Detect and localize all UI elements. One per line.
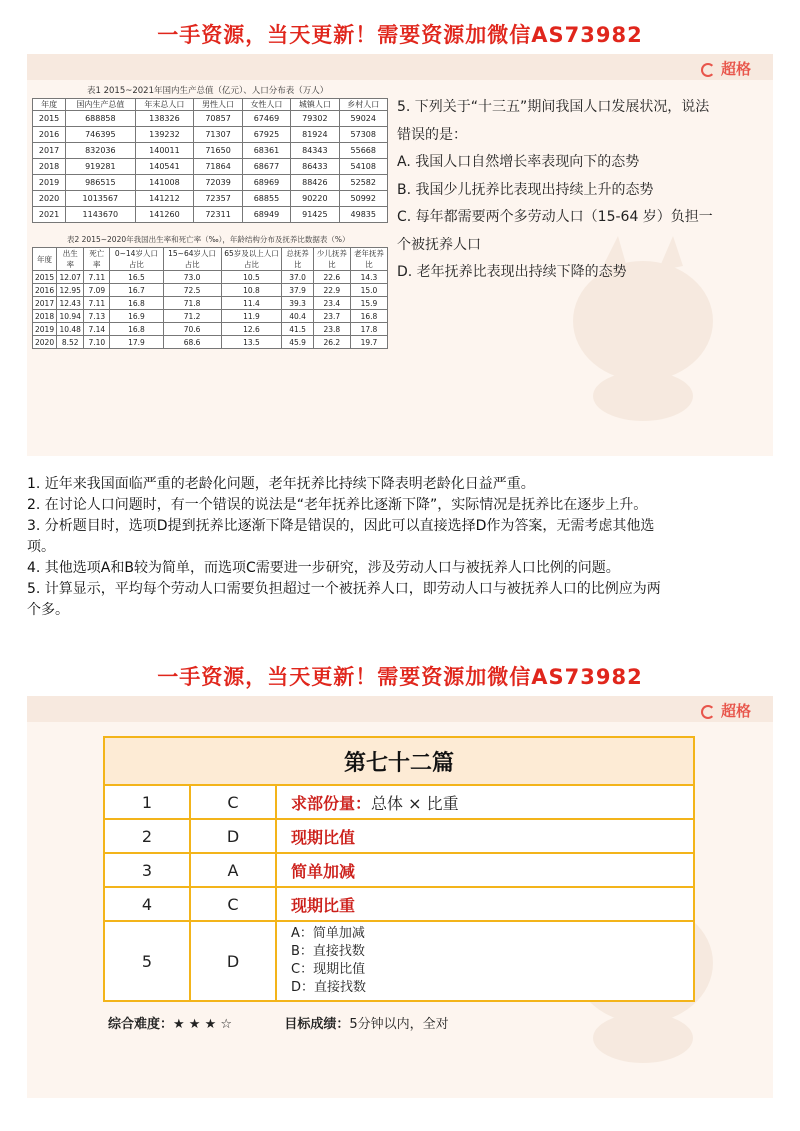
table-cell: 2015 bbox=[33, 111, 66, 127]
method-cell bbox=[276, 887, 694, 921]
table-cell: 10.8 bbox=[221, 284, 282, 297]
table-header-cell: 少儿抚养比 bbox=[313, 248, 350, 271]
logo-icon bbox=[701, 63, 715, 77]
table-cell: 2019 bbox=[33, 175, 66, 191]
table-header-cell: 年度 bbox=[33, 248, 57, 271]
option-method: D：直接找数 bbox=[291, 980, 367, 995]
table-row bbox=[33, 159, 388, 175]
brand-logo bbox=[701, 58, 751, 79]
answer-key-table bbox=[103, 736, 695, 1002]
table-cell: 40.4 bbox=[282, 310, 314, 323]
table-cell: 71.8 bbox=[163, 297, 221, 310]
method-extra: 总体 × 比重 bbox=[371, 793, 459, 813]
explanation-list bbox=[27, 474, 767, 621]
promo-banner: 一手资源，当天更新！需要资源加微信AS73982 bbox=[27, 14, 773, 54]
table-row bbox=[104, 785, 694, 819]
table-header-cell: 年度 bbox=[33, 99, 66, 111]
explanation-line: 4. 其他选项A和B较为简单，而选项C需要进一步研究，涉及劳动人口与被抚养人口比例的问题。 bbox=[27, 560, 620, 576]
table-cell: 88426 bbox=[291, 175, 339, 191]
table-cell: 49835 bbox=[339, 207, 387, 223]
table-cell: 50992 bbox=[339, 191, 387, 207]
table-cell: 16.8 bbox=[110, 297, 163, 310]
table-cell: 68949 bbox=[242, 207, 290, 223]
table2-title: 表2 2015~2020年我国出生率和死亡率（‰），年龄结构分布及抚养比数据表（%） bbox=[67, 235, 350, 244]
table-header-cell: 乡村人口 bbox=[339, 99, 387, 111]
question-number: 2 bbox=[104, 819, 190, 853]
table-cell: 91425 bbox=[291, 207, 339, 223]
table-cell: 68.6 bbox=[163, 336, 221, 349]
table-cell: 16.8 bbox=[110, 323, 163, 336]
table-cell: 2020 bbox=[33, 336, 57, 349]
table-row bbox=[33, 175, 388, 191]
option-method: C：现期比值 bbox=[291, 962, 366, 977]
table-cell: 16.7 bbox=[110, 284, 163, 297]
target-value: 5分钟以内，全对 bbox=[349, 1017, 449, 1032]
table-cell: 72039 bbox=[194, 175, 242, 191]
table-header-cell: 年末总人口 bbox=[135, 99, 194, 111]
option-a: A. 我国人口自然增长率表现向下的态势 bbox=[397, 154, 640, 170]
table-cell: 11.9 bbox=[221, 310, 282, 323]
logo-text: 超格 bbox=[720, 60, 751, 78]
question-number: 4 bbox=[104, 887, 190, 921]
table-cell: 7.13 bbox=[84, 310, 110, 323]
difficulty-label: 综合难度： bbox=[108, 1017, 174, 1032]
table-cell: 2020 bbox=[33, 191, 66, 207]
table-cell: 23.4 bbox=[313, 297, 350, 310]
table-cell: 919281 bbox=[66, 159, 135, 175]
table-cell: 2021 bbox=[33, 207, 66, 223]
table-cell: 139232 bbox=[135, 127, 194, 143]
table-cell: 59024 bbox=[339, 111, 387, 127]
table-cell: 37.9 bbox=[282, 284, 314, 297]
table-cell: 19.7 bbox=[350, 336, 387, 349]
table-header-cell: 65岁及以上人口占比 bbox=[221, 248, 282, 271]
table-cell: 45.9 bbox=[282, 336, 314, 349]
option-c-continued: 个被抚养人口 bbox=[397, 236, 481, 253]
method-label: 现期比重 bbox=[291, 895, 356, 915]
birth-death-ratio-table bbox=[32, 247, 388, 349]
table-cell: 17.9 bbox=[110, 336, 163, 349]
table-cell: 2017 bbox=[33, 297, 57, 310]
table-cell: 55668 bbox=[339, 143, 387, 159]
method-cell bbox=[276, 853, 694, 887]
table-cell: 68677 bbox=[242, 159, 290, 175]
table-cell: 688858 bbox=[66, 111, 135, 127]
question-number: 5 bbox=[104, 921, 190, 1001]
table-cell: 17.8 bbox=[350, 323, 387, 336]
table-cell: 7.11 bbox=[84, 271, 110, 284]
table-cell: 138326 bbox=[135, 111, 194, 127]
table-cell: 68969 bbox=[242, 175, 290, 191]
table-cell: 57308 bbox=[339, 127, 387, 143]
table-row bbox=[33, 323, 388, 336]
table-cell: 71307 bbox=[194, 127, 242, 143]
table-row bbox=[104, 819, 694, 853]
table-cell: 13.5 bbox=[221, 336, 282, 349]
logo-text: 超格 bbox=[720, 702, 751, 720]
table-header-cell: 老年抚养比 bbox=[350, 248, 387, 271]
answer-letter: D bbox=[190, 819, 276, 853]
table-cell: 2017 bbox=[33, 143, 66, 159]
table-row bbox=[104, 921, 694, 1001]
table-cell: 16.5 bbox=[110, 271, 163, 284]
table-cell: 2018 bbox=[33, 310, 57, 323]
question-number: 3 bbox=[104, 853, 190, 887]
table-cell: 84343 bbox=[291, 143, 339, 159]
table-cell: 71.2 bbox=[163, 310, 221, 323]
explanation-line: 1. 近年来我国面临严重的老龄化问题，老年抚养比持续下降表明老龄化日益严重。 bbox=[27, 476, 535, 492]
table-cell: 12.6 bbox=[221, 323, 282, 336]
table-cell: 140011 bbox=[135, 143, 194, 159]
table-cell: 68855 bbox=[242, 191, 290, 207]
table-cell: 68361 bbox=[242, 143, 290, 159]
table-cell: 10.94 bbox=[57, 310, 84, 323]
table-row bbox=[33, 271, 388, 284]
difficulty-stars: ★ ★ ★ ☆ bbox=[173, 1017, 233, 1032]
table-cell: 54108 bbox=[339, 159, 387, 175]
question-card bbox=[27, 14, 773, 456]
table-cell: 7.11 bbox=[84, 297, 110, 310]
question-stem: 5. 下列关于“十三五”期间我国人口发展状况，说法 bbox=[397, 99, 710, 115]
table-cell: 2016 bbox=[33, 127, 66, 143]
table-cell: 41.5 bbox=[282, 323, 314, 336]
table-cell: 67925 bbox=[242, 127, 290, 143]
question-stem: 错误的是： bbox=[397, 126, 467, 143]
answer-letter: C bbox=[190, 785, 276, 819]
table-cell: 2018 bbox=[33, 159, 66, 175]
option-b: B. 我国少儿抚养比表现出持续上升的态势 bbox=[397, 181, 654, 198]
table-header-cell: 15~64岁人口占比 bbox=[163, 248, 221, 271]
table-cell: 10.48 bbox=[57, 323, 84, 336]
table-cell: 15.9 bbox=[350, 297, 387, 310]
table-header-cell: 出生率 bbox=[57, 248, 84, 271]
table-cell: 1143670 bbox=[66, 207, 135, 223]
table-cell: 71864 bbox=[194, 159, 242, 175]
option-d: D. 老年抚养比表现出持续下降的态势 bbox=[397, 264, 627, 280]
table-cell: 67469 bbox=[242, 111, 290, 127]
table-header-cell: 总抚养比 bbox=[282, 248, 314, 271]
table-cell: 12.95 bbox=[57, 284, 84, 297]
brand-strip bbox=[27, 54, 773, 80]
table-row bbox=[33, 143, 388, 159]
table-cell: 22.6 bbox=[313, 271, 350, 284]
table-cell: 23.8 bbox=[313, 323, 350, 336]
table-cell: 140541 bbox=[135, 159, 194, 175]
explanation-line: 2. 在讨论人口问题时，有一个错误的说法是“老年抚养比逐渐下降”，实际情况是抚养比在逐步上升。 bbox=[27, 497, 648, 513]
method-cell bbox=[276, 819, 694, 853]
table-cell: 81924 bbox=[291, 127, 339, 143]
brand-strip bbox=[27, 696, 773, 722]
table-row bbox=[104, 887, 694, 921]
answer-table-title: 第七十二篇 bbox=[104, 737, 694, 785]
table-cell: 73.0 bbox=[163, 271, 221, 284]
table-cell: 2019 bbox=[33, 323, 57, 336]
table-header-row bbox=[33, 248, 388, 271]
table-header-cell: 女性人口 bbox=[242, 99, 290, 111]
table-cell: 746395 bbox=[66, 127, 135, 143]
table-cell: 7.14 bbox=[84, 323, 110, 336]
explanation-line: 5. 计算显示，平均每个劳动人口需要负担超过一个被抚养人口，即劳动人口与被抚养人口的比例应为两 bbox=[27, 581, 661, 597]
table-cell: 79302 bbox=[291, 111, 339, 127]
answer-letter: C bbox=[190, 887, 276, 921]
promo-banner: 一手资源，当天更新！需要资源加微信AS73982 bbox=[27, 656, 773, 696]
table-cell: 52582 bbox=[339, 175, 387, 191]
table-cell: 986515 bbox=[66, 175, 135, 191]
table-cell: 8.52 bbox=[57, 336, 84, 349]
table-cell: 2016 bbox=[33, 284, 57, 297]
table-cell: 26.2 bbox=[313, 336, 350, 349]
question-number: 1 bbox=[104, 785, 190, 819]
table-cell: 7.10 bbox=[84, 336, 110, 349]
table-row bbox=[33, 207, 388, 223]
target-label: 目标成绩： bbox=[284, 1017, 350, 1032]
table-cell: 70.6 bbox=[163, 323, 221, 336]
table-row bbox=[33, 111, 388, 127]
table-cell: 1013567 bbox=[66, 191, 135, 207]
method-label: 现期比值 bbox=[291, 827, 356, 847]
method-cell bbox=[276, 921, 694, 1001]
table-cell: 2015 bbox=[33, 271, 57, 284]
table-header-cell: 国内生产总值 bbox=[66, 99, 135, 111]
explanation-line: 项。 bbox=[27, 539, 55, 555]
table-cell: 141212 bbox=[135, 191, 194, 207]
table-cell: 86433 bbox=[291, 159, 339, 175]
table-cell: 12.07 bbox=[57, 271, 84, 284]
table-cell: 70857 bbox=[194, 111, 242, 127]
table-row bbox=[33, 284, 388, 297]
table-row bbox=[33, 336, 388, 349]
explanation-line: 个多。 bbox=[27, 602, 69, 618]
logo-icon bbox=[701, 705, 715, 719]
table-cell: 10.5 bbox=[221, 271, 282, 284]
table-cell: 832036 bbox=[66, 143, 135, 159]
table-cell: 141008 bbox=[135, 175, 194, 191]
answer-letter: A bbox=[190, 853, 276, 887]
table-cell: 37.0 bbox=[282, 271, 314, 284]
table-cell: 12.43 bbox=[57, 297, 84, 310]
table-cell: 14.3 bbox=[350, 271, 387, 284]
table-cell: 15.0 bbox=[350, 284, 387, 297]
table-header-row bbox=[33, 99, 388, 111]
table-cell: 72311 bbox=[194, 207, 242, 223]
question-block bbox=[397, 94, 767, 287]
table-cell: 22.9 bbox=[313, 284, 350, 297]
table-cell: 16.8 bbox=[350, 310, 387, 323]
table-row bbox=[33, 191, 388, 207]
brand-logo bbox=[701, 700, 751, 721]
option-method: A：简单加减 bbox=[291, 926, 365, 941]
table-header-cell: 0~14岁人口占比 bbox=[110, 248, 163, 271]
table-cell: 72357 bbox=[194, 191, 242, 207]
table-row bbox=[33, 127, 388, 143]
footer-info bbox=[108, 1013, 449, 1032]
table-cell: 7.09 bbox=[84, 284, 110, 297]
option-c: C. 每年都需要两个多劳动人口（15-64 岁）负担一 bbox=[397, 209, 713, 225]
table-header-cell: 死亡率 bbox=[84, 248, 110, 271]
table-row bbox=[33, 310, 388, 323]
table-cell: 72.5 bbox=[163, 284, 221, 297]
table-cell: 16.9 bbox=[110, 310, 163, 323]
table-row bbox=[104, 853, 694, 887]
table-cell: 11.4 bbox=[221, 297, 282, 310]
table-cell: 39.3 bbox=[282, 297, 314, 310]
answer-table-header bbox=[104, 737, 694, 785]
table1-title: 表1 2015~2021年国内生产总值（亿元）、人口分布表（万人） bbox=[87, 86, 329, 96]
gdp-population-table bbox=[32, 98, 388, 223]
answer-letter: D bbox=[190, 921, 276, 1001]
option-method: B：直接找数 bbox=[291, 944, 365, 959]
method-cell bbox=[276, 785, 694, 819]
table-cell: 23.7 bbox=[313, 310, 350, 323]
table-cell: 141260 bbox=[135, 207, 194, 223]
table-cell: 71650 bbox=[194, 143, 242, 159]
method-label: 求部份量： bbox=[291, 793, 372, 813]
table-cell: 90220 bbox=[291, 191, 339, 207]
method-label: 简单加减 bbox=[291, 861, 356, 881]
table-header-cell: 男性人口 bbox=[194, 99, 242, 111]
explanation-line: 3. 分析题目时，选项D提到抚养比逐渐下降是错误的，因此可以直接选择D作为答案，无需考虑其他选 bbox=[27, 518, 655, 534]
table-header-cell: 城镇人口 bbox=[291, 99, 339, 111]
table-row bbox=[33, 297, 388, 310]
